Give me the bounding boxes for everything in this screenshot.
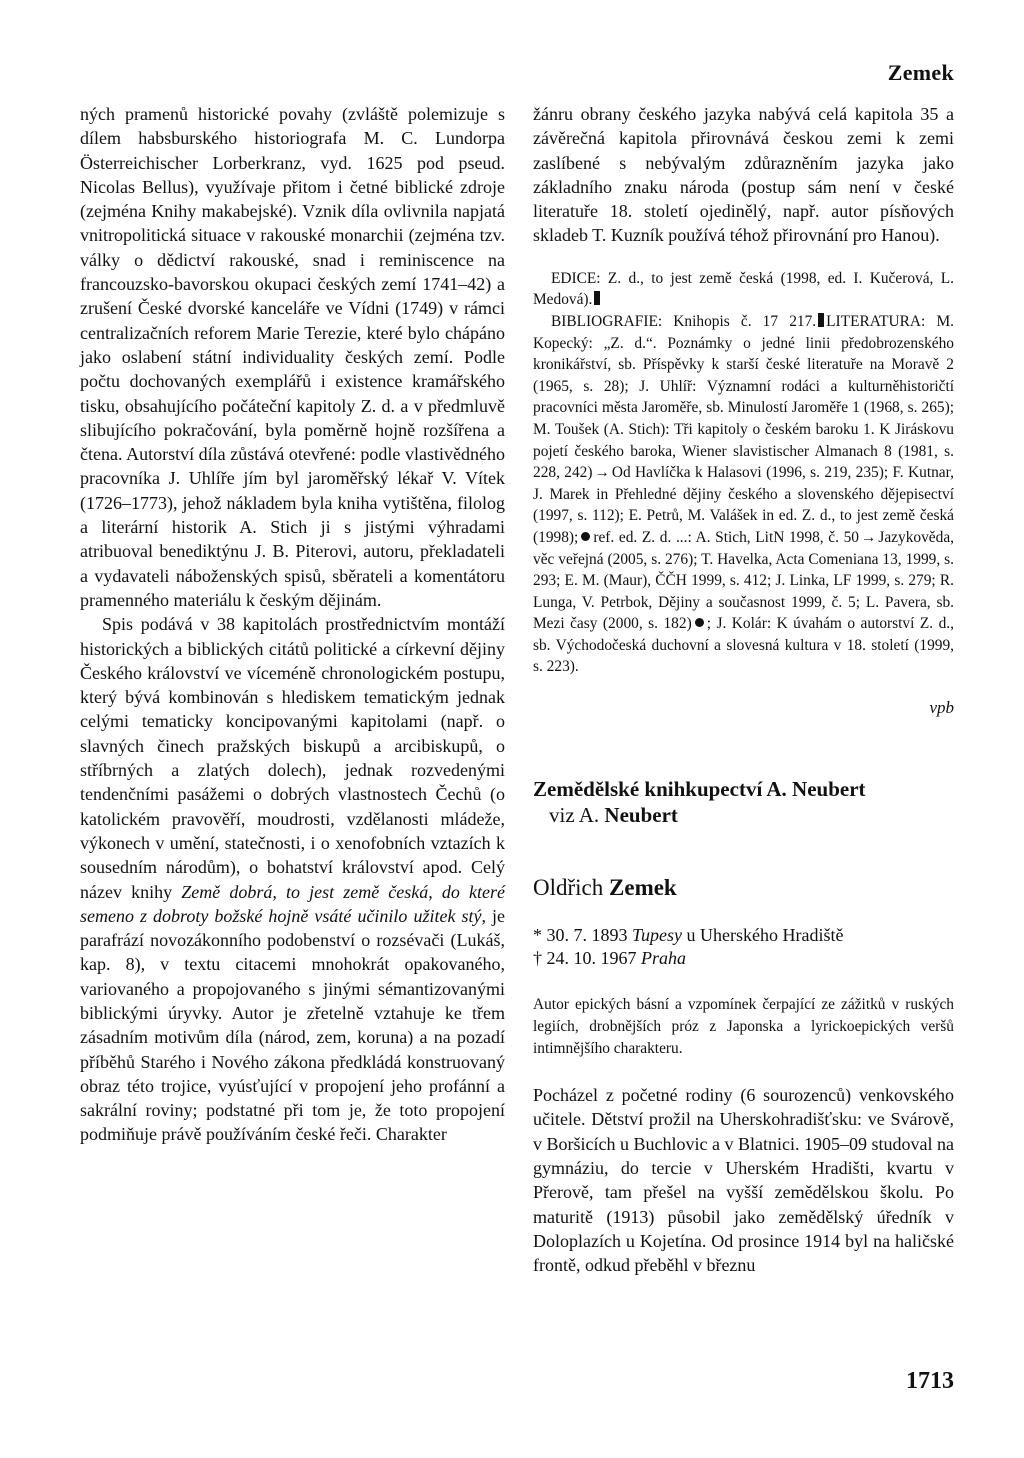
birth-date: * 30. 7. 1893 Tupesy u Uherského Hradiště — [533, 925, 844, 946]
literature-text: ref. ed. Z. d. ...: A. Stich, LitN 1998, č. 50 — [593, 528, 859, 546]
entry-body — [533, 1083, 954, 1277]
section-separator — [818, 313, 824, 327]
death-date: † 24. 10. 1967 Praha — [533, 948, 686, 969]
life-dates — [533, 924, 954, 970]
entry-heading — [533, 776, 954, 828]
right-column — [533, 102, 954, 1278]
annotation-text: Autor epických básní a vzpomínek čerpající ze zážitků v ruských legiích, drobnějších próz z Japonska a lyrickoepických veršů intimnějšího charakteru. — [533, 996, 954, 1057]
bullet-dot-icon — [581, 532, 590, 541]
ref-name: Neubert — [604, 803, 678, 828]
arrow-right-icon: → — [860, 528, 877, 546]
author-signature: vpb — [929, 698, 954, 718]
section-separator — [594, 291, 600, 305]
literature-text: Od Havlíčka k Halasovi (1996, s. 219, 235); F. Kutnar, J. Marek in Přehledné dějiny českého a slovenského dějepisectví (1997, s. 112); E. Petrů, M. Valášek in ed. Z. d., to jest země česká (1998); — [533, 464, 954, 546]
person-last-name: Zemek — [609, 875, 677, 901]
bullet-dot-icon — [695, 618, 704, 627]
arrow-right-icon: → — [594, 464, 610, 482]
left-column — [80, 102, 505, 1147]
person-heading — [533, 874, 954, 902]
literature-text: ; J. Kolár: K úvahám o autorství Z. d., sb. Východočeská duchovní a slovesná kultura v 18. století (1999, s. 223). — [533, 615, 954, 676]
literature-text: Jazykověda, věc veřejná (2005, s. 276); T. Havelka, Acta Comeniana 13, 1999, s. 293; E. M. (Maur), ČČH 1999, s. 412; J. Linka, LF 1999, s. 279; R. Lunga, V. Petrbok, Dějiny a současnost 1999, č. 5; L. Pavera, sb. Mezi časy (2000, s. 182) — [533, 528, 954, 633]
body-paragraph: Pocházel z početné rodiny (6 sourozenců) venkovského učitele. Dětství prožil na Uherskohradišťsku: ve Svárově, v Boršicích u Buchlovic a v Blatnici. 1905–09 studoval na gymnáziu, do tercie v Uherském Hradišti, kvartu v Přerově, tam přešel na vyšší zemědělskou školu. Po maturitě (1913) působil jako zemědělský úředník v Doloplazích u Kojetína. Od prosince 1914 byl na haličské frontě, odkud přeběhl v březnu — [533, 1085, 954, 1276]
literature-note — [533, 311, 954, 678]
page-number: 1713 — [906, 1368, 954, 1394]
literature-text: LITERATURA: M. Kopecký: „Z. d.“. Poznámky o jedné linii předobrozenského kronikářství, sb. Příspěvky k starší české literatuře na Moravě 2 (1965, s. 28); J. Uhlíř: Významní rodáci a kulturněhistoričtí pracovníci města Jaroměře, sb. Minulostí Jaroměře 1 (1968, s. 265); M. Toušek (A. Stich): Tři kapitoly o českém baroku 1. K Jiráskovu pojetí českého baroka, Wiener slavistischer Almanach 8 (1981, s. 228, 242) — [533, 312, 954, 482]
edition-note — [533, 268, 954, 311]
paragraph-text: Spis podává v 38 kapitolách prostřednictvím montáží historických a biblických citátů politické a církevní dějiny Českého království ve víceméně chronologickém postupu, který bývá kombinován s hlediskem tematickým jednak celými tematicky koncipovanými kapitolami (např. o slavných činech pražských biskupů a arcibiskupů, o stříbrných a zlatých dolech), jednak rozvedenými tendenčními pasážemi o dobrých vlastnostech Čechů (o katolickém pravověří, moudrosti, vzdělanosti mládeže, výkonech v umění, statečnosti, i o xenofobních vztazích k sousedním národům), o bohatství království apod. Celý název knihy — [80, 614, 505, 902]
paragraph-continued: žánru obrany českého jazyka nabývá celá kapitola 35 a závěrečná kapitola přirovnává českou zemi k zemi zaslíbené s nebývalým zdůrazněním jazyka jako základního znaku národa (postup sám není v české literatuře 18. století ojedinělý, např. autor písňových skladeb T. Kuzník používá téhož přirovnání pro Hanou). — [533, 104, 954, 246]
paragraph-continued: ných pramenů historické povahy (zvláště polemizuje s dílem habsburského historiografa M. C. Lundorpa Österreichischer Lorberkranz, vyd. 1625 pod pseud. Nicolas Bellus), využívaje přitom i četné biblické zdroje (zejména Knihy makabejské). Vznik díla ovlivnila napjatá vnitropolitická situace v rakouské monarchii (zejména tzv. války o dědictví rakouské, snad i reminiscence na francouzsko-bavorskou okupaci českých zemí 1741–42) a zrušení České dvorské kanceláře ve Vídni (1749) v rámci centralizačních reforem Marie Terezie, které bylo chápáno jako oslabení státní individuality českých zemí. Podle počtu dochovaných exemplářů i existence kramářského tisku, obsahujícího počáteční kapitoly Z. d. a v předmluvě slibujícího pokračování, byla poměrně hojně rozšířena a čtena. Autorství díla zůstává otevřené: podle vlastivědného pracovníka J. Uhlíře jím byl jaroměřský lékař V. Vítek (1726–1773), jehož nákladem byla kniha vytištěna, filolog a literární historik A. Stich ji s jistými výhradami atribuoval benediktýnu J. B. Piterovi, autoru, překladateli a vydavateli náboženských spisů, sběrateli a komentátoru pramenného materiálu k českým dějinám. — [80, 104, 505, 610]
edition-text: EDICE: Z. d., to jest země česká (1998, ed. I. Kučerová, L. Medová). — [533, 269, 954, 309]
cross-reference — [533, 802, 954, 828]
running-head: Zemek — [887, 60, 954, 85]
book-title: Země dobrá, to jest země česká, do které semeno z dobroty božské hojně vsáté učinilo užitek stý, — [80, 881, 506, 926]
bibliography-text: BIBLIOGRAFIE: Knihopis č. 17 217. — [551, 312, 817, 330]
paragraph-content — [80, 612, 505, 1147]
ref-prefix: viz A. — [549, 803, 605, 828]
paragraph-text: je parafrází novozákonního podobenství o rozsévači (Lukáš, kap. 8), v textu citacemi mnohokrát opakovaného, variovaného a propojovaného s jinými sémantizovanými biblickými úryvky. Autor je zřetelně vztahuje ke třem zásadním motivům díla (národ, zem, koruna) a na pozadí příběhů Starého i Nového zákona předkládá konstruovaný obraz této trojice, vyúsťující v propojení jeho profánní a sakrální roviny; podstatné při tom je, že toto propojení podmiňuje právě používáním české řeči. Charakter — [80, 905, 506, 1145]
person-first-name: Oldřich — [533, 875, 610, 901]
bibliography-section — [533, 268, 954, 678]
entry-annotation — [533, 994, 954, 1059]
entry-title: Zemědělské knihkupectví A. Neubert — [533, 777, 866, 802]
